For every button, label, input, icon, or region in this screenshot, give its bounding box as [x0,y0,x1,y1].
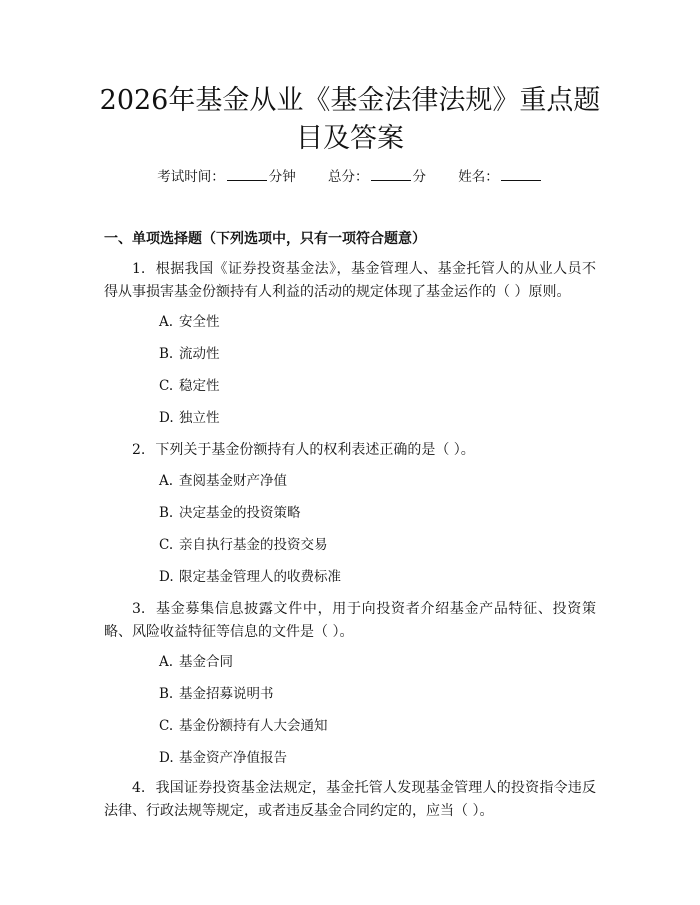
total-score [328,166,426,187]
document-title: 2026年基金从业《基金法律法规》重点题目及答案 [99,85,601,154]
question-text: 我国证券投资基金法规定，基金托管人发现基金管理人的投资指令违反法律、行政法规等规定，或者违反基金合同约定的，应当（ ）。 [104,780,596,819]
option-text: 独立性 [179,410,220,426]
question-2 [104,439,596,462]
option-letter: A. [159,314,174,330]
option-letter: C. [159,378,174,394]
question-3 [104,598,596,644]
question-number: 3. [132,601,146,617]
option-d [159,748,287,768]
option-b [159,684,274,704]
question-number: 4. [132,780,146,796]
option-text: 亲自执行基金的投资交易 [179,537,328,553]
option-c [159,716,328,736]
option-text: 基金资产净值报告 [179,750,287,766]
option-d [159,567,341,587]
student-name-blank [501,166,541,181]
total-score-blank [371,166,411,181]
question-1 [104,258,596,304]
question-number: 1. [132,261,146,277]
option-text: 查阅基金财产净值 [179,473,287,489]
question-text: 基金募集信息披露文件中，用于向投资者介绍基金产品特征、投资策略、风险收益特征等信息的文件是（ ）。 [104,601,596,640]
option-c [159,535,328,555]
option-a [159,312,220,332]
total-score-unit: 分 [412,169,426,185]
option-c [159,376,220,396]
option-letter: A. [159,473,174,489]
option-letter: D. [159,750,174,766]
option-a [159,471,287,491]
option-text: 基金招募说明书 [179,686,274,702]
question-number: 2. [132,442,146,458]
option-b [159,503,301,523]
exam-info-line [0,166,700,187]
question-4 [104,777,596,823]
option-text: 稳定性 [179,378,220,394]
option-a [159,652,233,672]
option-text: 基金份额持有人大会通知 [179,718,328,734]
option-text: 限定基金管理人的收费标准 [179,569,341,585]
option-letter: C. [159,718,174,734]
option-letter: D. [159,410,174,426]
exam-time-blank [227,166,267,181]
student-name-label: 姓名： [458,169,499,185]
exam-time-unit: 分钟 [268,169,296,185]
option-d [159,408,220,428]
option-letter: A. [159,654,174,670]
option-text: 安全性 [179,314,220,330]
option-letter: B. [159,686,174,702]
option-letter: B. [159,346,174,362]
option-letter: B. [159,505,174,521]
option-text: 基金合同 [179,654,233,670]
option-text: 流动性 [179,346,220,362]
question-text: 下列关于基金份额持有人的权利表述正确的是（ ）。 [155,442,475,458]
option-b [159,344,220,364]
student-name [458,166,543,187]
total-score-label: 总分： [328,169,369,185]
option-text: 决定基金的投资策略 [179,505,301,521]
section-heading: 一、单项选择题（下列选项中，只有一项符合题意） [104,231,426,247]
question-text: 根据我国《证券投资基金法》，基金管理人、基金托管人的从业人员不得从事损害基金份额持有人利益的活动的规定体现了基金运作的（ ）原则。 [104,261,596,300]
option-letter: D. [159,569,174,585]
option-letter: C. [159,537,174,553]
exam-time [157,166,296,187]
exam-time-label: 考试时间： [157,169,225,185]
